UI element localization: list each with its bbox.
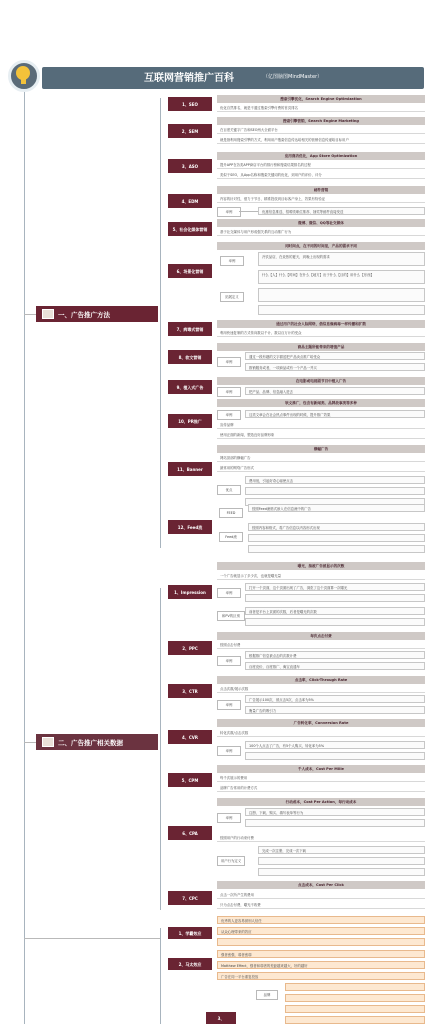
- branch-spine-2: [160, 588, 161, 910]
- node-header: 微博、微信、QQ等社交媒体: [217, 219, 425, 227]
- node-row: 从众心理带来的效应: [217, 927, 425, 935]
- node-row: 内容的针对性，借力于节日、精准投放到目标客户身上，效果有待验证: [217, 195, 425, 203]
- node-header: 每次点击付费: [217, 632, 425, 640]
- node-sub-value: 注册、下载、购买、填写表单等行为: [245, 808, 425, 816]
- node-sub-value-extra: [248, 545, 425, 553]
- node-row: 使用正面的新闻，塑造良好品牌形象: [217, 431, 425, 439]
- node-effect-3[interactable]: 3、: [206, 1012, 236, 1024]
- node-header: 通过用户的社会人际网络，借信息像病毒一样传播和扩散: [217, 320, 425, 328]
- node-row: Matthew Effect，强者和弱者的差距越来越大，好的越好: [217, 961, 425, 969]
- node-viral-marketing[interactable]: 7、病毒式营销: [168, 322, 212, 336]
- node-sub-value: 按照内容和格式，将广告信息以内容形式出现: [248, 523, 425, 531]
- node-sub-label: FEED: [219, 508, 243, 518]
- node-row: 只为点击付费，曝光不收费: [217, 901, 425, 909]
- node-cpm[interactable]: 5、CPM: [168, 773, 212, 787]
- node-header: 同时间点，在不同的时间里，产品的需求不同: [217, 242, 425, 250]
- node-sub-value-extra: [245, 819, 425, 827]
- node-sub-value-extra: [245, 487, 425, 495]
- node-header: 广告转化率，Conversion Rate: [217, 719, 425, 727]
- page-subtitle: （亿图脑图MindMaster）: [263, 74, 323, 80]
- node-sub-label: 举例: [217, 700, 241, 710]
- node-row: 优秀的人更容易被别人信任: [217, 916, 425, 924]
- node-sub-label: Feed流: [219, 532, 243, 542]
- node-sub-value-extra: [258, 857, 425, 865]
- node-row: 一个广告就显示了多少次，也就是曝光量: [217, 572, 425, 580]
- node-header: 商品主题所能带来的增值产品: [217, 343, 425, 351]
- node-sub-value: 衡量广告的吸引力: [245, 706, 425, 714]
- node-row-extra: [285, 983, 425, 991]
- node-effect-2[interactable]: 2、马太效应: [168, 958, 212, 970]
- node-sub-label: 举例: [217, 357, 241, 367]
- node-sub-value: 什么【人】什么【时间】在什么【地方】出于什么【目的】用什么【东西】: [258, 270, 425, 284]
- node-row: 优化自然排名，就是不通过搜索引擎付费的首页排名: [217, 104, 425, 112]
- node-cvr[interactable]: 4、CVR: [168, 730, 212, 744]
- connector: [239, 211, 258, 212]
- node-sub-label: 举例: [217, 656, 241, 666]
- section-label: 二、广告推广相关数据: [58, 738, 123, 747]
- node-sub-value: 把产品、品牌、信息融入进去: [245, 387, 425, 395]
- node-impression[interactable]: 1、Impression: [168, 585, 212, 599]
- node-sub-label: 举例: [217, 588, 241, 598]
- node-row: 就是指利用搜索引擎的方式，利用用户搜索信息传达给相关的营销信息传递给目标用户: [217, 136, 425, 144]
- node-sub-value-extra: [248, 534, 425, 542]
- node-row: 按照用户的行动来付费: [217, 834, 425, 842]
- node-row: 网站顶部的横幅广告: [217, 454, 425, 462]
- section-label: 一、广告推广方法: [58, 310, 110, 319]
- node-row: 利用快速复制的方式传向数以千计、数以百万计的受众: [217, 329, 425, 337]
- node-sub-value: 费用低，引起好奇心驱使点击: [245, 476, 425, 484]
- section-ad-data[interactable]: [36, 734, 158, 750]
- branch-spine-1: [160, 98, 161, 548]
- node-row: 提升APP在各类APP商店平台的排行榜和搜索结果排名的过程: [217, 161, 425, 169]
- node-sub-label: 举例: [220, 256, 244, 266]
- node-row: 每千次展示的费用: [217, 774, 425, 782]
- node-row: 在百度关键字广告和SEO两大全面平台: [217, 126, 425, 134]
- node-sub-value: 打开一个页面，这个页面出现了广告，浏览了这个页面算一次曝光: [245, 583, 425, 591]
- node-banner[interactable]: 11、Banner: [168, 462, 212, 476]
- node-header: 软文推广，包含有新闻类、品牌故事类等多种: [217, 399, 425, 407]
- connector: [24, 742, 36, 743]
- node-header: 行动成本，Cost Per Action，每行动成本: [217, 798, 425, 806]
- node-sub-value: 百度竞价，百度推广、淘宝直通车: [245, 662, 425, 670]
- node-sub-label: 拓展定义: [220, 292, 244, 302]
- node-seo[interactable]: 1、SEO: [168, 97, 212, 111]
- node-sub-label: 优点: [217, 485, 241, 495]
- node-sub-value-extra: [258, 305, 425, 315]
- node-sub-value-extra: [258, 868, 425, 876]
- page-title: 互联网营销推广百科: [144, 73, 234, 84]
- node-sub-label: 和PV的区别: [217, 611, 245, 621]
- node-header: 邮件营销: [217, 186, 425, 194]
- node-sub-value: 冷饮品店，在炎热的夏天，到晚上出现的需求: [258, 252, 425, 266]
- node-feed[interactable]: 12、Feed流: [168, 520, 212, 534]
- node-row: 基于社交媒体与用户形成强关系的互动推广行为: [217, 228, 425, 236]
- node-sub-label: 举例: [217, 207, 241, 217]
- node-row: 点击一次所产生的费用: [217, 891, 425, 899]
- node-header: 曝光，指被广告被显示的次数: [217, 562, 425, 570]
- node-edm[interactable]: 4、EDM: [168, 194, 212, 208]
- node-sub-value: 按照Feed流格式嵌入在信息流中的广告: [248, 504, 425, 512]
- node-cpa[interactable]: 6、CPA: [168, 826, 212, 840]
- node-sub-value: 前者是平台上页面的次数，后者是曝光的次数: [245, 607, 425, 615]
- node-row: 强者愈强，弱者愈弱: [217, 950, 425, 958]
- node-row: 广告在同一平台重复投放: [217, 972, 425, 980]
- node-header: 搜索引擎优化，Search Engine Optimization: [217, 95, 425, 103]
- node-row-extra: [285, 1016, 425, 1024]
- connector: [24, 314, 36, 315]
- node-scenario-marketing[interactable]: 6、场景化营销: [168, 264, 212, 278]
- connector: [24, 938, 160, 939]
- branch-spine-3: [160, 928, 161, 1024]
- node-sub-value: 完成一次注册，完成一次下载: [258, 846, 425, 854]
- node-row: 转化次数/点击次数: [217, 729, 425, 737]
- node-social-media[interactable]: 5、社会化媒体营销: [168, 222, 212, 236]
- node-row-extra: [217, 938, 425, 946]
- node-row: 点击次数/展示次数: [217, 685, 425, 693]
- node-sub-value-extra: [258, 288, 425, 302]
- node-header: 千人成本，Cost Per Mille: [217, 765, 425, 773]
- node-aso[interactable]: 3、ASO: [168, 159, 212, 173]
- node-sub-value: 这类文章会在社会热点事件出现的时候，提升推广效果: [245, 410, 425, 418]
- node-row: 按照点击付费: [217, 641, 425, 649]
- node-sub-value: 根据推广信息被点击的次数计费: [245, 651, 425, 659]
- node-sub-value: 广告展示100次，被点击5次，点击率为5%: [245, 695, 425, 703]
- node-row: 品牌广告常用的计费方式: [217, 784, 425, 792]
- node-sub-label: 用户行为定义: [217, 856, 245, 866]
- node-sub-label: 举例: [217, 410, 241, 420]
- section-ad-methods[interactable]: [36, 306, 158, 322]
- node-sub-label: 举例: [217, 387, 241, 397]
- node-header: 点击率，Click-Through Rate: [217, 676, 425, 684]
- node-row: 宣传品牌: [217, 421, 425, 429]
- node-sub-value-extra: [245, 618, 425, 626]
- node-embedded-ad[interactable]: 9、植入式广告: [168, 380, 212, 394]
- node-sub-value: 通过一段有趣的文字描述把产品卖点推广给受众: [245, 352, 425, 360]
- trunk-line: [24, 92, 25, 1024]
- lightbulb-stem: [21, 78, 26, 84]
- node-header: 在电影或电视剧节目中植入广告: [217, 377, 425, 385]
- node-header: 横幅广告: [217, 445, 425, 453]
- node-sub-label: 举例: [217, 746, 241, 756]
- node-sem[interactable]: 2、SEM: [168, 124, 212, 138]
- node-cpc[interactable]: 7、CPC: [168, 891, 212, 905]
- node-row-extra: [285, 994, 425, 1002]
- node-sub-value: 100个人点击了广告，有5个人购买，转化率为5%: [245, 741, 425, 749]
- node-row-extra: [285, 1005, 425, 1013]
- node-effect-1[interactable]: 1、学霸效应: [168, 927, 212, 939]
- node-header: 应用商店优化，App Store Optimization: [217, 152, 425, 160]
- node-header: 搜索引擎营销，Search Engine Marketing: [217, 117, 425, 125]
- node-sub-label: 品牌: [256, 990, 278, 1000]
- node-sub-value: 推销服务或者，一项商品或有一个产品一并买: [245, 363, 425, 371]
- node-soft-article[interactable]: 8、软文营销: [168, 350, 212, 364]
- node-sub-label: 举例: [217, 813, 241, 823]
- node-sub-value-extra: [245, 594, 425, 602]
- node-sub-value: 优惠信息推送、招聘类职位推荐、抽奖等邮件直接发送: [258, 207, 425, 215]
- picture-icon: [42, 309, 54, 319]
- document-icon: [42, 737, 54, 747]
- node-row: 类似于SEO，从App名称和搜索关键词的优化，到用户的评价、评分: [217, 171, 425, 179]
- node-header: 点击成本，Cost Per Click: [217, 881, 425, 889]
- node-pr[interactable]: 10、PR推广: [168, 414, 212, 428]
- node-row: 最常用的网络广告形式: [217, 464, 425, 472]
- node-ppc[interactable]: 2、PPC: [168, 641, 212, 655]
- node-ctr[interactable]: 3、CTR: [168, 684, 212, 698]
- node-sub-value-extra: [245, 752, 425, 760]
